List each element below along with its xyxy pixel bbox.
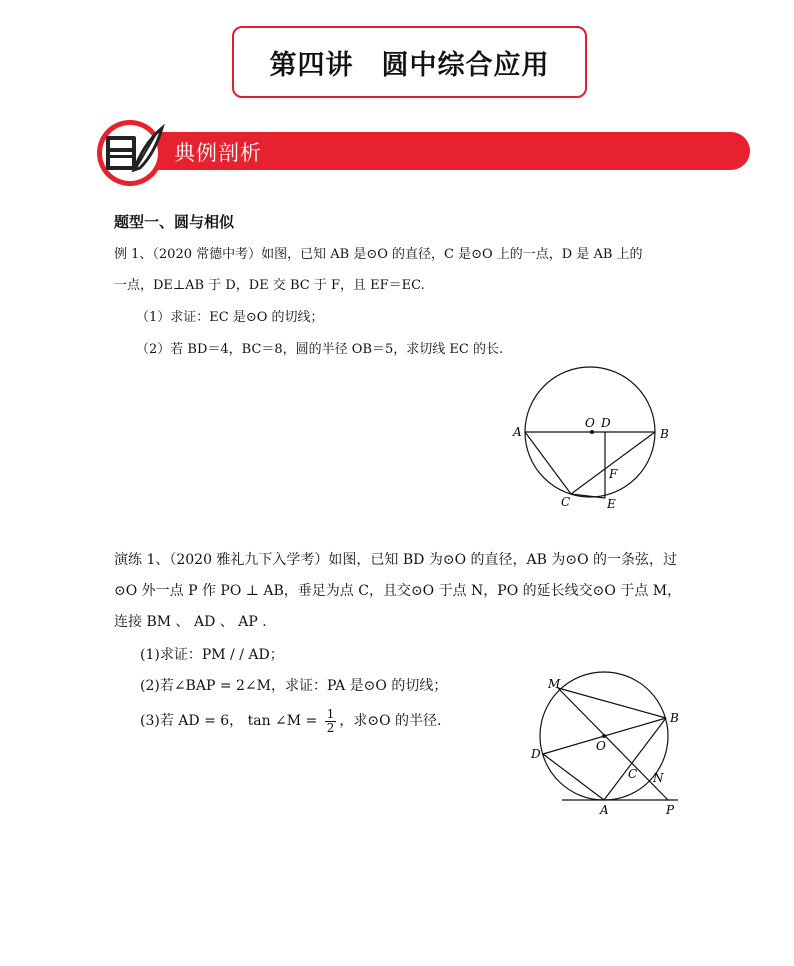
label-o: O: [585, 416, 595, 430]
label-d2: D: [531, 747, 541, 761]
page-title: 第四讲 圆中综合应用: [269, 49, 550, 81]
exercise1-line1: 演练 1、（2020 雅礼九下入学考）如图，已知 BD 为⊙O 的直径，AB 为⊙O 的一条弦，过: [114, 552, 678, 568]
label-f: F: [609, 467, 618, 481]
label-n: N: [653, 771, 664, 785]
question3-prefix: (3)若 AD = 6， tan ∠M =: [140, 713, 322, 729]
example1-line1: 例 1、（2020 常德中考）如图，已知 AB 是⊙O 的直径，C 是⊙O 上的一点，D 是 AB 上的: [114, 247, 643, 262]
section-banner: [96, 118, 751, 188]
exercise1-figure: [528, 670, 688, 820]
question3-suffix: ，求⊙O 的半径.: [339, 713, 442, 729]
label-o2: O: [596, 739, 606, 753]
example1-question2: （2）若 BD＝4，BC＝8，圆的半径 OB＝5，求切线 EC 的长.: [136, 342, 504, 357]
banner-label: 典例剖析: [174, 141, 262, 165]
label-b2: B: [670, 711, 679, 725]
label-c2: C: [628, 767, 638, 781]
label-a: A: [513, 425, 522, 439]
exercise1-line3: 连接 BM 、 AD 、 AP .: [114, 614, 267, 630]
exercise1-question3: [140, 705, 442, 737]
example1-question1: （1）求证：EC 是⊙O 的切线；: [136, 310, 324, 325]
section-heading: 题型一、圆与相似: [114, 213, 235, 231]
label-d: D: [601, 416, 611, 430]
exercise1-question1: (1)求证：PM / / AD；: [140, 647, 284, 663]
label-b: B: [660, 427, 669, 441]
exercise1-line2: ⊙O 外一点 P 作 PO ⊥ AB，垂足为点 C，且交⊙O 于点 N，PO 的延长线交⊙O 于点 M，: [114, 583, 682, 599]
fraction-numerator: 1: [326, 706, 335, 721]
label-a2: A: [600, 803, 609, 817]
label-m: M: [548, 677, 561, 691]
exercise1-question2: (2)若∠BAP = 2∠M，求证：PA 是⊙O 的切线；: [140, 678, 448, 694]
label-c: C: [561, 495, 571, 509]
title-box: [232, 26, 587, 98]
example1-line2: 一点，DE⊥AB 于 D，DE 交 BC 于 F，且 EF＝EC.: [114, 278, 425, 293]
label-e: E: [607, 497, 616, 511]
quill-logo-icon: [96, 118, 168, 188]
example1-figure: [505, 360, 685, 520]
label-p: P: [666, 803, 675, 817]
fraction-denominator: 2: [326, 720, 335, 735]
fraction-one-half: [325, 708, 337, 735]
